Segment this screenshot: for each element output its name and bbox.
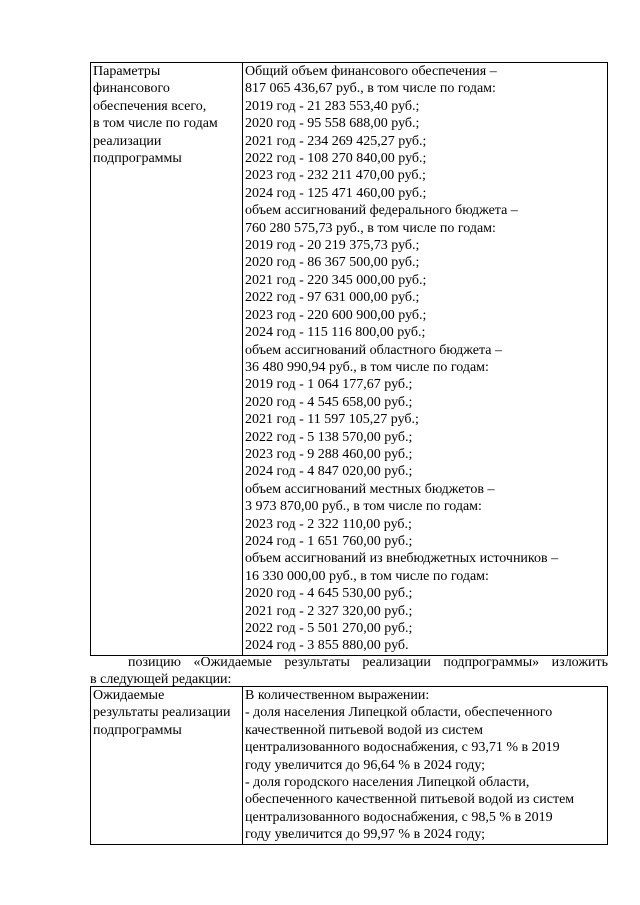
value-line: 2022 год - 5 501 270,00 руб.; xyxy=(245,621,413,636)
value-line: 2020 год - 95 558 688,00 руб.; xyxy=(245,116,420,132)
label-line: в том числе по годам xyxy=(93,116,218,132)
value-line: 2021 год - 11 597 105,27 руб.; xyxy=(245,412,419,428)
value-line: централизованного водоснабжения, с 93,71 % в 2019 xyxy=(245,740,560,756)
value-line: 2022 год - 5 138 570,00 руб.; xyxy=(245,429,413,445)
label-line: Ожидаемые xyxy=(93,688,165,703)
financing-parameters-table xyxy=(90,62,608,656)
parameter-value-cell xyxy=(243,63,608,656)
value-line: Общий объем финансового обеспечения – xyxy=(245,64,497,79)
parameter-label-cell xyxy=(91,63,243,656)
value-line: В количественном выражении: xyxy=(245,688,430,703)
value-line: году увеличится до 96,64 % в 2024 году; xyxy=(245,757,486,773)
label-line: обеспечения всего, xyxy=(93,98,207,114)
label-line: реализации xyxy=(93,133,162,149)
paragraph-line: позицию «Ожидаемые результаты реализации подпрограммы» изложить xyxy=(128,655,608,670)
label-line: Параметры xyxy=(93,64,161,79)
value-line: 2022 год - 108 270 840,00 руб.; xyxy=(245,151,427,167)
label-line: подпрограммы xyxy=(93,722,182,738)
value-line: 2023 год - 232 211 470,00 руб.; xyxy=(245,168,426,184)
value-line: объем ассигнований местных бюджетов – xyxy=(245,481,495,497)
value-line: 2024 год - 115 116 800,00 руб.; xyxy=(245,325,426,341)
value-line: объем ассигнований федерального бюджета – xyxy=(245,203,518,219)
label-line: подпрограммы xyxy=(93,151,182,167)
value-line: 2020 год - 86 367 500,00 руб.; xyxy=(245,255,420,271)
table-row xyxy=(91,63,608,656)
value-line: 2024 год - 3 855 880,00 руб. xyxy=(245,638,409,654)
value-line: 2024 год - 1 651 760,00 руб.; xyxy=(245,533,413,549)
value-line: 760 280 575,73 руб., в том числе по годам: xyxy=(245,220,496,236)
value-line: 2023 год - 2 322 110,00 руб.; xyxy=(245,516,412,532)
value-line: 2020 год - 4 645 530,00 руб.; xyxy=(245,586,413,602)
value-line: году увеличится до 99,97 % в 2024 году; xyxy=(245,827,486,843)
value-line: 2021 год - 2 327 320,00 руб.; xyxy=(245,603,413,619)
value-line: качественной питьевой водой из систем xyxy=(245,722,483,738)
value-line: - доля населения Липецкой области, обеспеченного xyxy=(245,705,553,721)
value-line: 2022 год - 97 631 000,00 руб.; xyxy=(245,290,420,306)
value-line: централизованного водоснабжения, с 98,5 % в 2019 xyxy=(245,809,553,825)
results-value-cell xyxy=(243,687,608,845)
instruction-paragraph xyxy=(90,654,608,688)
value-line: 817 065 436,67 руб., в том числе по годам: xyxy=(245,81,496,97)
paragraph-line: в следующей редакции: xyxy=(90,672,232,687)
value-line: обеспеченного качественной питьевой водой из систем xyxy=(245,792,575,808)
label-line: результаты реализации xyxy=(93,705,231,721)
value-line: 36 480 990,94 руб., в том числе по годам: xyxy=(245,359,489,375)
value-line: 2024 год - 125 471 460,00 руб.; xyxy=(245,185,427,201)
value-line: объем ассигнований областного бюджета – xyxy=(245,342,502,358)
table-row xyxy=(91,687,608,845)
value-line: 2019 год - 20 219 375,73 руб.; xyxy=(245,238,420,254)
value-line: 2021 год - 220 345 000,00 руб.; xyxy=(245,272,427,288)
label-line: финансового xyxy=(93,81,170,97)
value-line: 2021 год - 234 269 425,27 руб.; xyxy=(245,133,427,149)
value-line: 3 973 870,00 руб., в том числе по годам: xyxy=(245,499,482,515)
value-line: 2023 год - 220 600 900,00 руб.; xyxy=(245,307,427,323)
value-line: 2023 год - 9 288 460,00 руб.; xyxy=(245,446,413,462)
value-line: 16 330 000,00 руб., в том числе по годам: xyxy=(245,568,489,584)
value-line: 2019 год - 21 283 553,40 руб.; xyxy=(245,98,420,114)
value-line: 2019 год - 1 064 177,67 руб.; xyxy=(245,377,413,393)
value-line: объем ассигнований из внебюджетных источников – xyxy=(245,551,559,567)
value-line: 2020 год - 4 545 658,00 руб.; xyxy=(245,394,413,410)
results-label-cell xyxy=(91,687,243,845)
value-line: 2024 год - 4 847 020,00 руб.; xyxy=(245,464,413,480)
expected-results-table xyxy=(90,686,608,845)
value-line: - доля городского населения Липецкой области, xyxy=(245,775,530,791)
